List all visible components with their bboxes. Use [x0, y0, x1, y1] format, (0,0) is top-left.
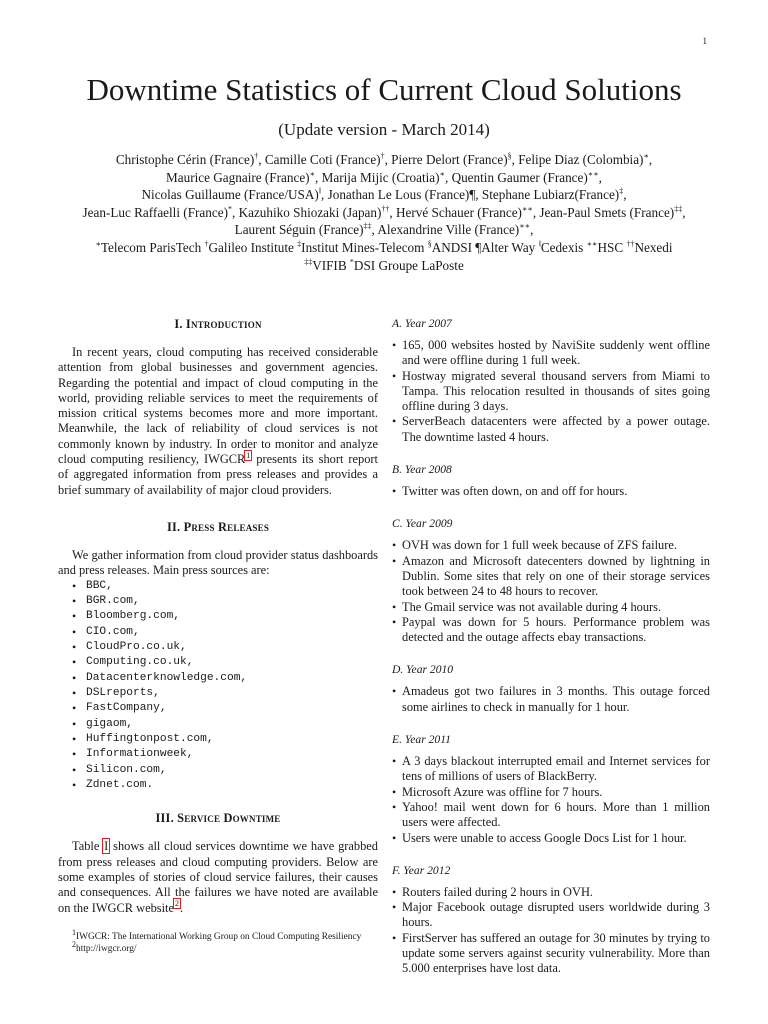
- footnote-link-1[interactable]: 1: [246, 450, 251, 460]
- author-name: Laurent Séguin (France): [234, 222, 364, 238]
- downtime-event-item: • Yahoo! mail went down for 6 hours. More than 1 million users were affected.: [392, 800, 710, 831]
- affiliation-mark: ‡‡: [363, 221, 372, 231]
- affiliation-name: Telecom ParisTech: [100, 239, 205, 255]
- affiliation-mark: ∗∗: [521, 204, 533, 214]
- downtime-text-end: .: [179, 900, 184, 915]
- year-heading: D. Year 2010: [392, 663, 454, 677]
- affiliation-mark: †: [380, 151, 385, 161]
- section-heading-press-releases: II. Press Releases: [166, 519, 270, 534]
- downtime-event-item: • Twitter was often down, on and off for hours.: [392, 484, 710, 499]
- year-heading: A. Year 2007: [392, 317, 452, 330]
- paper-subtitle: (Update version - March 2014): [278, 120, 490, 139]
- downtime-event-list: [392, 684, 710, 715]
- author-name: , Hervé Schauer (France): [389, 204, 522, 220]
- downtime-event-item: • Routers failed during 2 hours in OVH.: [392, 885, 710, 900]
- downtime-event-item: • Amazon and Microsoft datecenters downed by lightning in Dublin. Some sites that rely on one of their storage services took between 24 to 48 hours to recover.: [392, 554, 710, 600]
- author-name: , Alexandrine Ville (France): [371, 222, 520, 238]
- author-line: [30, 151, 738, 169]
- press-source-item: • CIO.com,: [72, 625, 378, 640]
- press-source-item: • gigaom,: [72, 717, 378, 732]
- author-block: [30, 151, 738, 274]
- author-line: [30, 221, 738, 239]
- footnote-mark: 2: [72, 939, 76, 949]
- affiliation-mark: ‡: [297, 239, 302, 249]
- author-name: , Jean-Paul Smets (France): [532, 204, 675, 220]
- press-source-item: • CloudPro.co.uk,: [72, 640, 378, 655]
- affiliation-name: HSC: [597, 239, 627, 255]
- section-heading-introduction: I. Introduction: [174, 317, 262, 331]
- downtime-event-item: • Paypal was down for 5 hours. Performance problem was detected and the outage affects ebay transactions.: [392, 615, 710, 646]
- affiliation-mark: ∗∗: [586, 239, 598, 249]
- press-source-item: • Zdnet.com.: [72, 778, 378, 793]
- author-name: ,: [648, 152, 653, 167]
- year-heading: F. Year 2012: [392, 863, 451, 877]
- downtime-event-item: • FirstServer has suffered an outage for 30 minutes by trying to update some servers against security vulnerability. More than 5.000 enterprises have lost data.: [392, 931, 710, 977]
- affiliation-mark: ††: [381, 204, 390, 214]
- affiliation-line: [30, 257, 738, 275]
- affiliation-mark: ∗∗: [519, 221, 531, 231]
- affiliation-name: VIFIB: [312, 257, 350, 273]
- author-name: , Pierre Delort (France): [384, 152, 508, 167]
- press-source-list: [58, 579, 378, 794]
- downtime-event-item: • A 3 days blackout interrupted email and Internet services for tens of millions of users of BlackBerry.: [392, 754, 710, 785]
- footnote-mark: 1: [72, 927, 76, 937]
- affiliation-name: Galileo Institute: [208, 239, 298, 255]
- affiliation-mark: ‡‡: [674, 204, 683, 214]
- affiliation-mark: †: [204, 239, 209, 249]
- affiliation-name: DSI Groupe LaPoste: [353, 257, 464, 273]
- author-name: Christophe Cérin (France): [115, 152, 255, 167]
- footnote-text: IWGCR: The International Working Group on Cloud Computing Resiliency: [76, 932, 362, 942]
- affiliation-line: [30, 239, 738, 257]
- affiliation-mark: ‡‡: [304, 257, 313, 267]
- downtime-event-item: • Amadeus got two failures in 3 months. This outage forced some airlines to check in manually for 1 hour.: [392, 684, 710, 715]
- author-name: , Marija Mijic (Croatia): [315, 169, 440, 185]
- affiliation-mark: ∗: [439, 169, 445, 179]
- year-subsection: [392, 663, 710, 715]
- intro-text-end: presents its short report of aggregated information from press releases and provides a brief summary of availability of major cloud providers.: [58, 452, 378, 497]
- intro-text-start: In recent years, cloud computing has received considerable attention from global businesses and government agencies. Regarding the potential and impact of cloud computing in the world, providing reliable services to meet the requirements of mission critical systems becomes more and more important. Meanwhile, the lack of reliability of cloud services is not commonly known by industry. In order to monitor and analyze cloud computing resiliency, IWGCR: [58, 345, 378, 467]
- affiliation-mark: †: [254, 151, 259, 161]
- affiliation-mark: ††: [626, 239, 635, 249]
- downtime-event-item: • Microsoft Azure was offline for 7 hours.: [392, 785, 710, 800]
- footnote-1: [58, 927, 378, 944]
- press-source-item: • Silicon.com,: [72, 763, 378, 778]
- footnote-text: http://iwgcr.org/: [76, 943, 137, 954]
- press-source-item: • BBC,: [72, 579, 378, 594]
- affiliation-mark: ∗: [309, 169, 316, 179]
- downtime-event-item: • 165, 000 websites hosted by NaviSite suddenly went offline and were offline during 1 full week.: [392, 338, 710, 369]
- year-subsection: [392, 733, 710, 846]
- paper-title: Downtime Statistics of Current Cloud Solutions: [86, 72, 682, 107]
- affiliation-name: Cedexis: [540, 239, 587, 255]
- affiliation-mark: ∗∗: [587, 169, 599, 179]
- author-line: [30, 186, 738, 204]
- author-name: ,: [598, 169, 602, 185]
- downtime-event-list: [392, 754, 710, 846]
- press-source-item: • BGR.com,: [72, 594, 378, 609]
- affiliation-mark: ‡: [619, 186, 624, 196]
- affiliation-mark: *: [227, 204, 232, 214]
- author-line: [30, 169, 738, 187]
- press-source-item: • FastCompany,: [72, 701, 378, 716]
- right-column: [392, 317, 710, 977]
- downtime-paragraph: [58, 839, 378, 915]
- section-heading-service-downtime: III. Service Downtime: [155, 811, 281, 826]
- year-subsection: [392, 517, 710, 645]
- author-line: [30, 204, 738, 222]
- year-subsection: [392, 463, 710, 499]
- press-source-item: • DSLreports,: [72, 686, 378, 701]
- author-name: ,: [623, 187, 627, 203]
- downtime-event-list: [392, 538, 710, 645]
- press-source-item: • Informationweek,: [72, 747, 378, 762]
- author-name: , Quentin Gaumer (France): [444, 169, 588, 185]
- author-name: ,: [530, 222, 534, 238]
- year-subsection: [392, 317, 710, 445]
- page-number: 1: [702, 36, 707, 46]
- affiliation-mark: *: [349, 257, 354, 267]
- press-source-item: • Computing.co.uk,: [72, 655, 378, 670]
- author-name: , Camille Coti (France): [258, 152, 381, 167]
- press-source-item: • Huffingtonpost.com,: [72, 732, 378, 747]
- left-column: [58, 317, 378, 916]
- press-intro-paragraph: We gather information from cloud provider status dashboards and press releases. Main press sources are:: [58, 547, 378, 578]
- downtime-event-list: [392, 338, 710, 445]
- affiliation-mark: ‖: [318, 186, 322, 196]
- affiliation-name: ANDSI ¶Alter Way: [431, 239, 539, 255]
- year-heading: B. Year 2008: [392, 463, 452, 477]
- affiliation-mark: §: [507, 151, 512, 161]
- affiliation-mark: ‖: [538, 239, 541, 249]
- press-source-item: • Bloomberg.com,: [72, 609, 378, 624]
- author-name: Jean-Luc Raffaelli (France): [82, 204, 228, 220]
- affiliation-mark: §: [427, 239, 432, 249]
- author-name: , Felipe Diaz (Colombia): [511, 152, 644, 167]
- table-link[interactable]: I: [104, 839, 109, 854]
- author-name: , Jonathan Le Lous (France)¶, Stephane Lubiarz(France): [321, 187, 620, 203]
- footnote-2: [58, 939, 378, 956]
- affiliation-mark: ∗: [95, 239, 101, 249]
- author-list: [30, 151, 738, 239]
- press-source-item: • Datacenterknowledge.com,: [72, 671, 378, 686]
- downtime-event-list: [392, 885, 710, 977]
- downtime-text-start: Table: [72, 839, 104, 854]
- footnotes: [58, 927, 378, 956]
- year-heading: C. Year 2009: [392, 517, 453, 531]
- author-name: Maurice Gagnaire (France): [166, 169, 310, 185]
- affiliation-name: Institut Mines-Telecom: [301, 239, 428, 255]
- downtime-event-item: • Users were unable to access Google Docs List for 1 hour.: [392, 831, 710, 846]
- downtime-event-list: [392, 484, 710, 499]
- affiliation-list: [30, 239, 738, 274]
- author-name: ,: [682, 204, 686, 220]
- downtime-text-mid: shows all cloud services downtime we have grabbed from press releases and cloud computing providers. Below are some examples of stories of cloud service failures, their causes and consequences. All the failures we have noted are available on the IWGCR website: [58, 839, 379, 915]
- affiliation-name: Nexedi: [634, 239, 673, 255]
- year-subsection: [392, 864, 710, 977]
- introduction-paragraph: [58, 345, 378, 498]
- author-name: Nicolas Guillaume (France/USA): [141, 187, 319, 203]
- year-heading: E. Year 2011: [392, 733, 451, 747]
- affiliation-mark: ∗: [643, 151, 649, 161]
- downtime-event-item: • The Gmail service was not available during 4 hours.: [392, 600, 710, 615]
- downtime-event-item: • Major Facebook outage disrupted users worldwide during 3 hours.: [392, 900, 710, 931]
- downtime-event-item: • ServerBeach datacenters were affected by a power outage. The downtime lasted 4 hours.: [392, 414, 710, 445]
- footnote-link-2[interactable]: 2: [174, 899, 179, 909]
- author-name: , Kazuhiko Shiozaki (Japan): [231, 204, 382, 220]
- downtime-event-item: • OVH was down for 1 full week because of ZFS failure.: [392, 538, 710, 553]
- downtime-event-item: • Hostway migrated several thousand servers from Miami to Tampa. This relocation resulted in thousands of sites going offline during 3 days.: [392, 369, 710, 415]
